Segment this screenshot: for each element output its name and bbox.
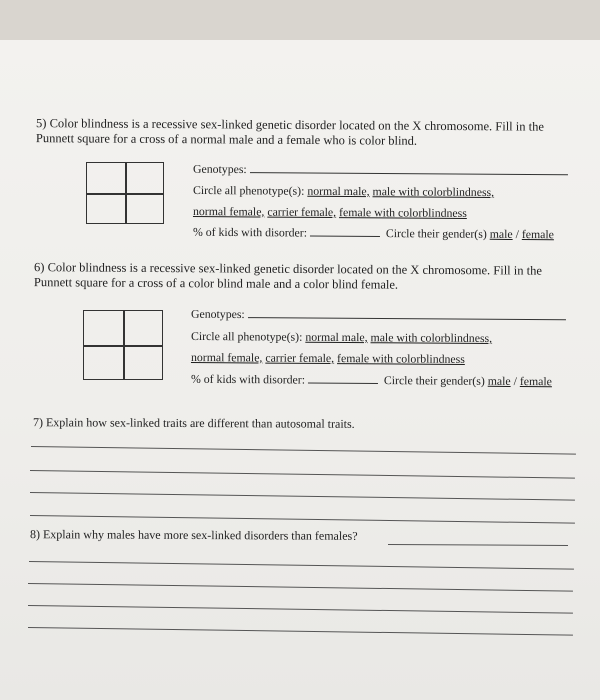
- q6-option-normal-male[interactable]: normal male,: [305, 329, 368, 345]
- q6-option-female-colorblind[interactable]: female with colorblindness: [337, 351, 465, 366]
- q6-genotypes-line: Genotypes:: [191, 307, 566, 325]
- punnett-square-q5[interactable]: [86, 162, 164, 224]
- q5-gender-female[interactable]: female: [521, 227, 555, 242]
- q6-option-carrier-female[interactable]: carrier female,: [265, 350, 335, 366]
- q5-option-normal-female[interactable]: normal female,: [192, 204, 265, 219]
- q5-phenotype-line-1: Circle all phenotype(s): normal male, male with colorblindness,: [192, 182, 495, 200]
- q6-percent-line: % of kids with disorder: Circle their gender(s) male / female: [190, 371, 553, 389]
- question-7: [33, 415, 355, 432]
- question-6-text: 6) Color blindness is a recessive sex-linked genetic disorder located on the X chromosome. Fill in the Punnett square for a cross of a color blind male and a color blind female.: [33, 260, 542, 292]
- q5-option-normal-male[interactable]: normal male,: [307, 183, 370, 199]
- q5-genotypes-line: Genotypes:: [193, 162, 568, 180]
- q6-option-normal-female[interactable]: normal female,: [190, 350, 263, 365]
- question-6: [34, 260, 574, 294]
- q6-gender-female[interactable]: female: [519, 374, 553, 389]
- q6-phenotype-line-2: [191, 350, 465, 367]
- q5-option-carrier-female[interactable]: carrier female,: [267, 204, 337, 220]
- q5-option-male-colorblind[interactable]: male with colorblindness,: [372, 184, 495, 200]
- q6-gender-male[interactable]: male: [487, 373, 511, 388]
- question-8-text: 8) Explain why males have more sex-linked disorders than females?: [29, 527, 358, 543]
- q5-percent-line: % of kids with disorder: Circle their gender(s) male / female: [192, 224, 555, 242]
- q6-percent-blank[interactable]: [308, 383, 378, 384]
- question-7-text: 7) Explain how sex-linked traits are different than autosomal traits.: [32, 415, 355, 431]
- q5-phenotype-line-2: [193, 204, 467, 221]
- q6-option-male-colorblind[interactable]: male with colorblindness,: [370, 330, 493, 346]
- q5-genotypes-blank[interactable]: [250, 172, 568, 175]
- q5-option-female-colorblind[interactable]: female with colorblindness: [339, 205, 467, 220]
- question-5: [36, 116, 576, 150]
- punnett-square-q6[interactable]: [83, 310, 163, 380]
- q6-phenotype-line-1: Circle all phenotype(s): normal male, male with colorblindness,: [190, 328, 493, 346]
- q5-percent-blank[interactable]: [310, 236, 380, 237]
- question-8: [30, 527, 358, 544]
- q5-gender-male[interactable]: male: [489, 226, 513, 241]
- question-5-text: 5) Color blindness is a recessive sex-linked genetic disorder located on the X chromosome. Fill in the Punnett square for a cross of a normal male and a female who is color blind.: [35, 116, 544, 148]
- q6-genotypes-blank[interactable]: [248, 317, 566, 320]
